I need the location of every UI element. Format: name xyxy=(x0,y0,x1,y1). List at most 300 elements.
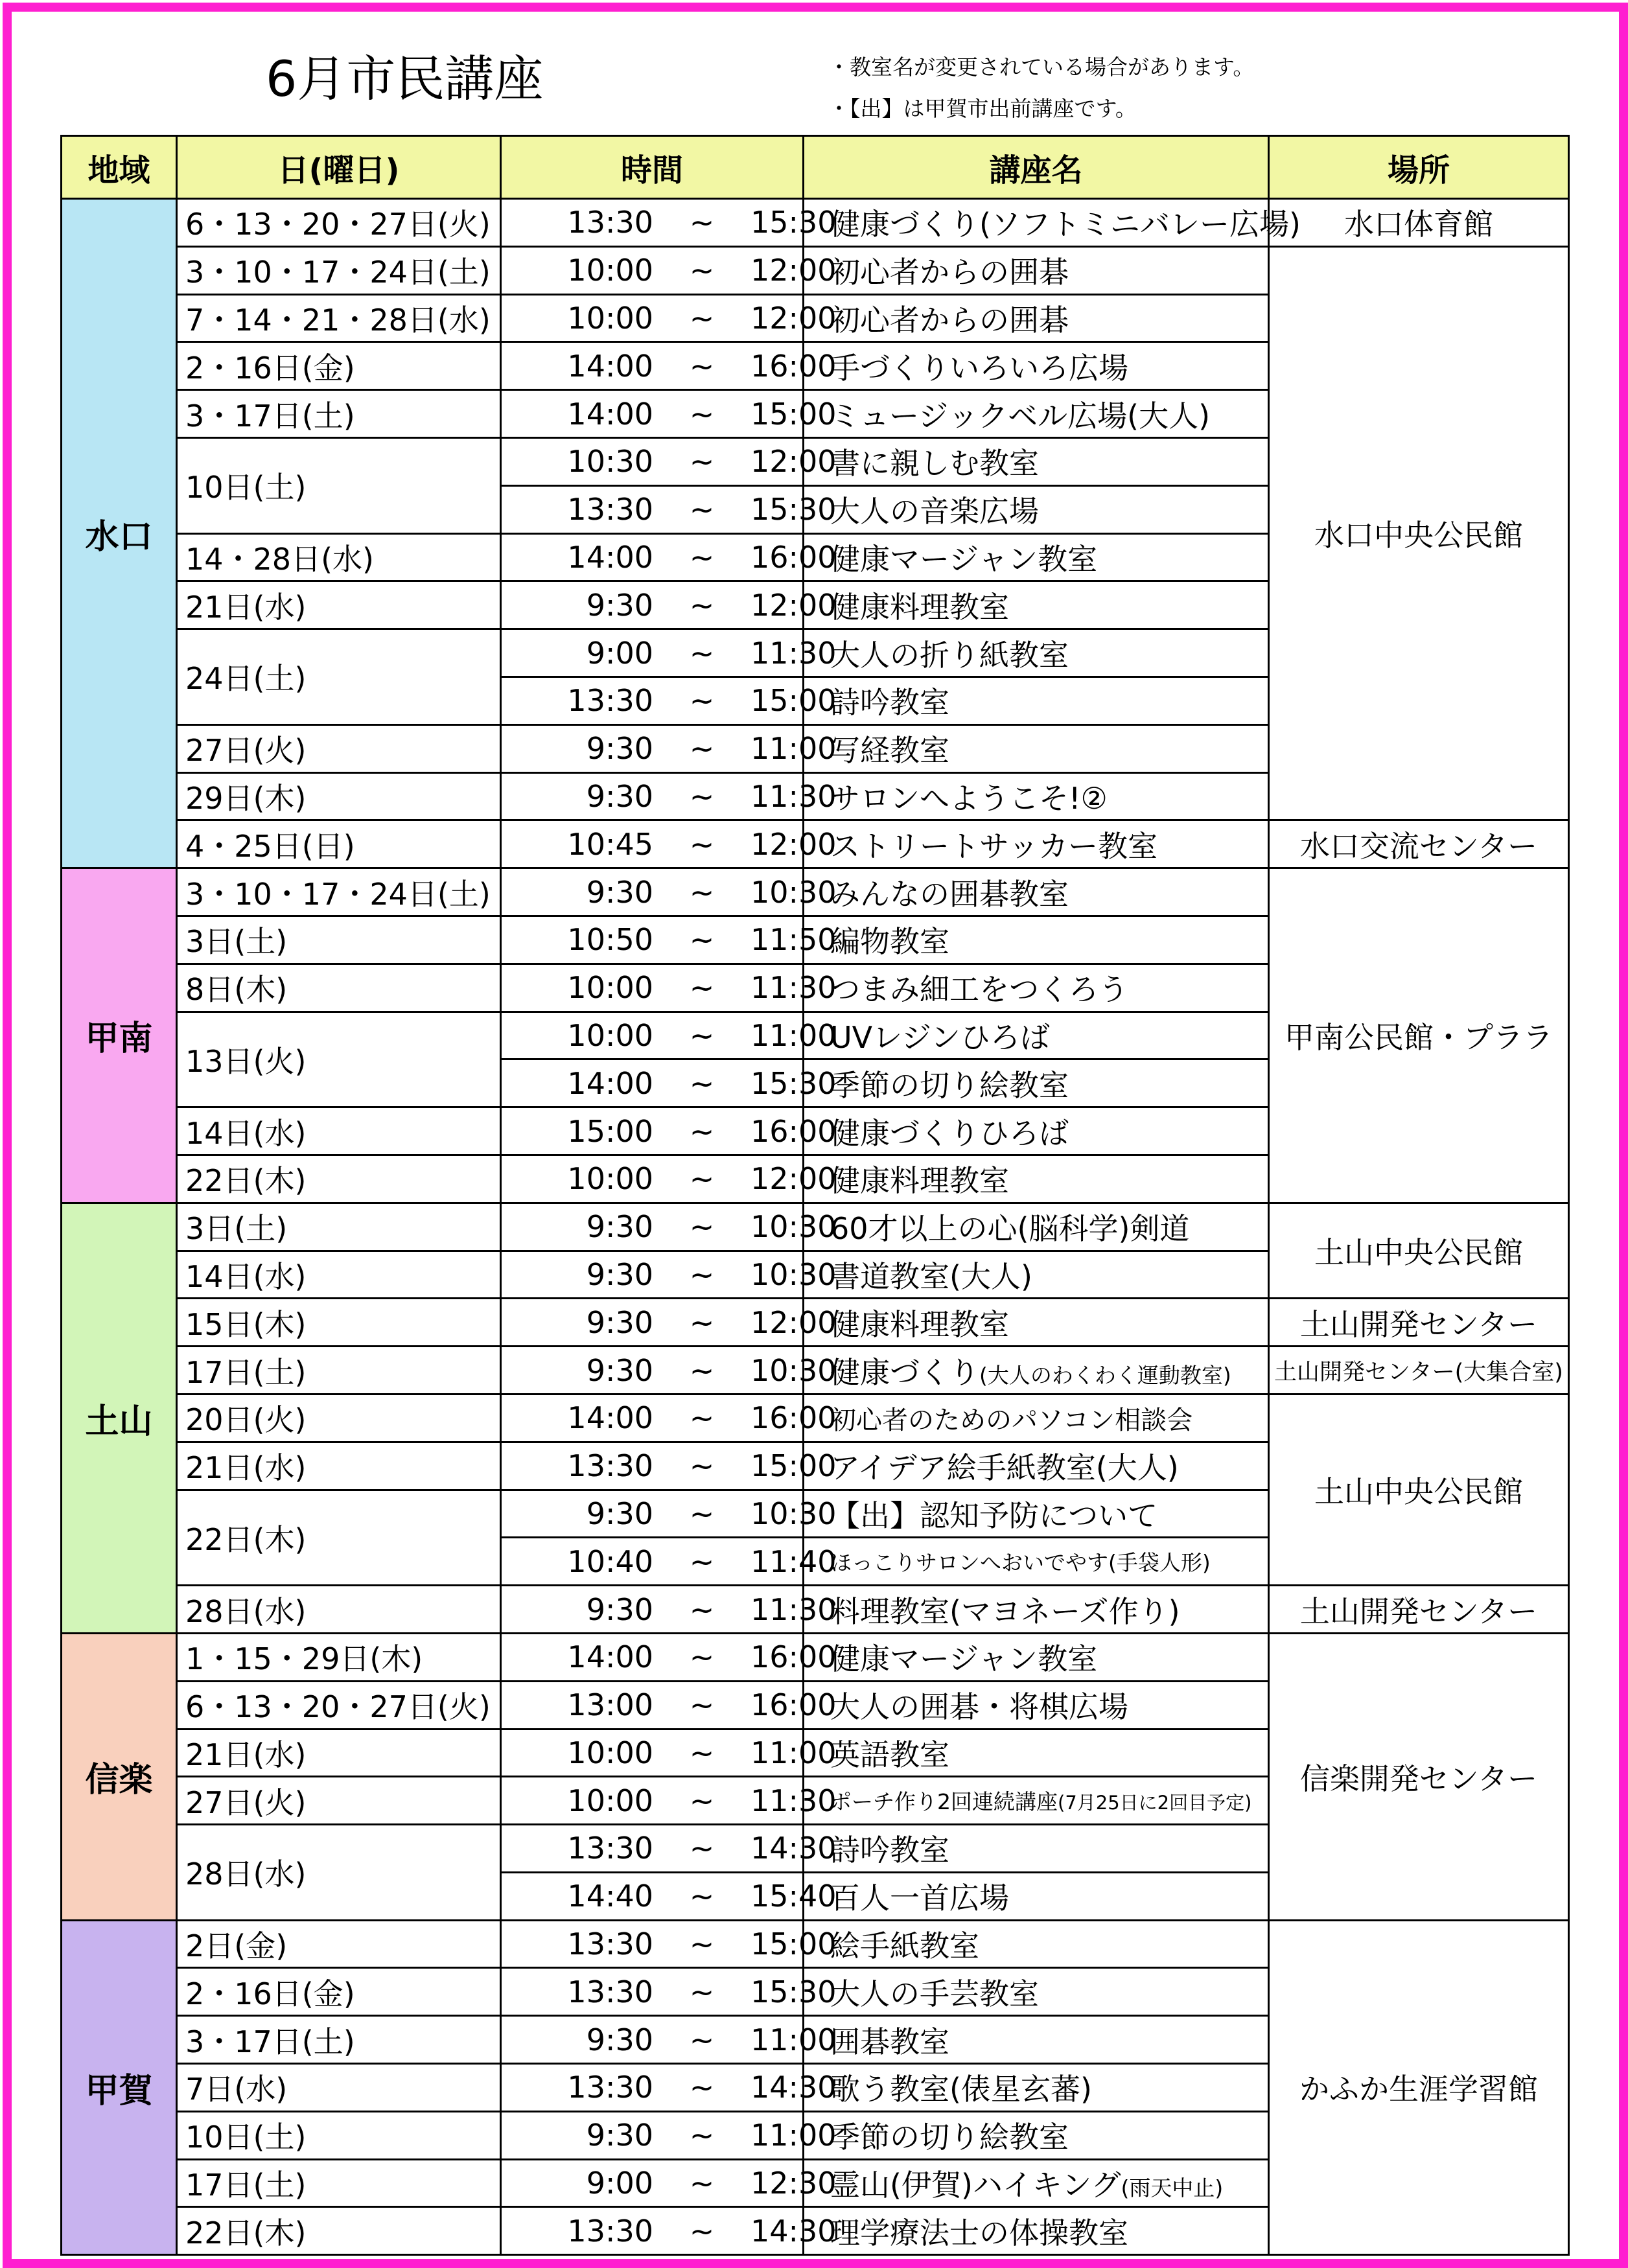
date-cell: 4・25日(日) xyxy=(177,820,501,868)
date-cell: 7・14・21・28日(水) xyxy=(177,294,501,342)
course-cell xyxy=(804,1681,1269,1729)
start-time: 10:00 xyxy=(567,300,653,336)
venue-cell: 水口交流センター xyxy=(1269,820,1569,868)
date-cell: 14・28日(水) xyxy=(177,533,501,581)
date-cell: 2・16日(金) xyxy=(177,342,501,390)
course-name: 囲碁教室 xyxy=(830,2024,949,2059)
tilde: ~ xyxy=(689,1544,715,1579)
start-time: 13:30 xyxy=(567,683,653,719)
date-cell: 29日(木) xyxy=(177,772,501,820)
start-time: 9:00 xyxy=(586,2166,653,2201)
tilde: ~ xyxy=(689,1496,715,1531)
course-name: ストリートサッカー教室 xyxy=(830,828,1158,864)
end-time: 12:00 xyxy=(750,253,837,288)
start-time: 10:45 xyxy=(567,826,653,862)
start-time: 13:30 xyxy=(567,2213,653,2249)
start-time: 9:30 xyxy=(586,1304,653,1340)
tilde: ~ xyxy=(689,396,715,432)
end-time: 11:30 xyxy=(750,1591,837,1627)
course-name: 健康づくり(ソフトミニバレー広場) xyxy=(830,207,1301,242)
course-cell xyxy=(804,437,1269,485)
header-row xyxy=(62,136,1569,199)
time-cell xyxy=(501,820,837,868)
start-time: 14:00 xyxy=(567,1400,653,1436)
region-cell: 甲賀 xyxy=(62,1920,177,2255)
course-name: 霊山(伊賀)ハイキング xyxy=(830,2168,1121,2203)
schedule-body xyxy=(62,199,1569,2255)
end-time: 10:30 xyxy=(750,1256,837,1292)
start-time: 14:00 xyxy=(567,539,653,575)
time-cell xyxy=(501,677,837,724)
table-row xyxy=(62,1347,1569,1394)
end-time: 16:00 xyxy=(750,1639,837,1675)
end-time: 11:30 xyxy=(750,635,837,671)
course-name: 健康料理教室 xyxy=(830,589,1009,625)
end-time: 15:30 xyxy=(750,1974,837,2009)
date-cell: 8日(木) xyxy=(177,964,501,1012)
start-time: 10:00 xyxy=(567,253,653,288)
course-cell xyxy=(804,2111,1269,2159)
time-cell xyxy=(501,1107,837,1155)
venue-cell: 水口体育館 xyxy=(1269,199,1569,247)
date-cell: 21日(水) xyxy=(177,1729,501,1777)
start-time: 9:00 xyxy=(586,635,653,671)
course-cell xyxy=(804,868,1269,916)
date-cell: 3日(土) xyxy=(177,1203,501,1251)
tilde: ~ xyxy=(689,1400,715,1436)
date-cell: 22日(木) xyxy=(177,1155,501,1203)
date-cell: 28日(水) xyxy=(177,1586,501,1634)
date-cell: 2日(金) xyxy=(177,1920,501,1968)
course-cell xyxy=(804,390,1269,438)
header-date: 日(曜日) xyxy=(177,136,501,199)
tilde: ~ xyxy=(689,1113,715,1149)
page-title: 6月市民講座 xyxy=(266,50,544,108)
tilde: ~ xyxy=(689,778,715,814)
tilde: ~ xyxy=(689,2166,715,2201)
time-cell xyxy=(501,294,837,342)
course-name: 初心者のためのパソコン相談会 xyxy=(830,1405,1193,1435)
tilde: ~ xyxy=(689,2070,715,2105)
tilde: ~ xyxy=(689,1639,715,1675)
tilde: ~ xyxy=(689,922,715,958)
course-cell xyxy=(804,1729,1269,1777)
tilde: ~ xyxy=(689,1448,715,1484)
course-name: 編物教室 xyxy=(830,924,949,960)
course-cell xyxy=(804,1203,1269,1251)
tilde: ~ xyxy=(689,539,715,575)
end-time: 12:00 xyxy=(750,1304,837,1340)
time-cell xyxy=(501,1968,837,2016)
course-cell xyxy=(804,2064,1269,2112)
start-time: 9:30 xyxy=(586,874,653,910)
end-time: 16:00 xyxy=(750,1113,837,1149)
date-cell: 22日(木) xyxy=(177,2207,501,2255)
start-time: 10:30 xyxy=(567,444,653,480)
date-cell: 6・13・20・27日(火) xyxy=(177,1681,501,1729)
date-cell: 3・10・17・24日(土) xyxy=(177,868,501,916)
course-cell xyxy=(804,2207,1269,2255)
course-cell xyxy=(804,1394,1269,1442)
date-cell: 27日(火) xyxy=(177,724,501,772)
end-time: 11:00 xyxy=(750,1017,837,1053)
course-cell xyxy=(804,294,1269,342)
start-time: 9:30 xyxy=(586,2118,653,2153)
note-rename: ・教室名が変更されている場合があります。 xyxy=(828,54,1255,80)
end-time: 11:30 xyxy=(750,970,837,1006)
course-name: 健康マージャン教室 xyxy=(830,1641,1098,1677)
start-time: 13:30 xyxy=(567,205,653,240)
course-name: 絵手紙教室 xyxy=(830,1928,979,1964)
date-cell: 1・15・29日(木) xyxy=(177,1633,501,1681)
time-cell xyxy=(501,916,837,964)
tilde: ~ xyxy=(689,1687,715,1723)
tilde: ~ xyxy=(689,253,715,288)
table-row xyxy=(62,199,1569,247)
course-cell xyxy=(804,724,1269,772)
start-time: 9:30 xyxy=(586,1209,653,1245)
time-cell xyxy=(501,1251,837,1299)
course-name: 健康づくり xyxy=(830,1354,979,1390)
course-name: 季節の切り絵教室 xyxy=(830,1067,1069,1103)
course-cell xyxy=(804,1442,1269,1490)
start-time: 13:30 xyxy=(567,1974,653,2009)
note-delivery: ・【出】は甲賀市出前講座です。 xyxy=(828,96,1137,121)
end-time: 11:00 xyxy=(750,731,837,767)
start-time: 13:30 xyxy=(567,1448,653,1484)
time-cell xyxy=(501,581,837,629)
table-row xyxy=(62,1299,1569,1347)
header-time: 時間 xyxy=(501,136,804,199)
course-cell xyxy=(804,581,1269,629)
end-time: 12:30 xyxy=(750,2166,837,2201)
tilde: ~ xyxy=(689,1161,715,1197)
time-cell xyxy=(501,1203,837,1251)
time-cell xyxy=(501,2016,837,2064)
course-cell xyxy=(804,1968,1269,2016)
time-cell xyxy=(501,1059,837,1107)
start-time: 14:00 xyxy=(567,1639,653,1675)
course-name: 初心者からの囲碁 xyxy=(830,255,1069,290)
tilde: ~ xyxy=(689,826,715,862)
tilde: ~ xyxy=(689,635,715,671)
end-time: 15:00 xyxy=(750,1927,837,1962)
course-cell xyxy=(804,485,1269,533)
tilde: ~ xyxy=(689,1783,715,1818)
course-name: 【出】認知予防について xyxy=(830,1498,1158,1533)
course-cell xyxy=(804,199,1301,247)
course-name: 初心者からの囲碁 xyxy=(830,302,1069,338)
start-time: 9:30 xyxy=(586,731,653,767)
course-name: 詩吟教室 xyxy=(830,1833,949,1868)
tilde: ~ xyxy=(689,1017,715,1053)
start-time: 10:00 xyxy=(567,1735,653,1770)
tilde: ~ xyxy=(689,1591,715,1627)
course-name: 料理教室(マヨネーズ作り) xyxy=(830,1593,1180,1629)
venue-cell: 土山開発センター xyxy=(1269,1586,1569,1634)
start-time: 15:00 xyxy=(567,1113,653,1149)
start-time: 9:30 xyxy=(586,1591,653,1627)
time-cell xyxy=(501,964,837,1012)
course-name: 英語教室 xyxy=(830,1737,949,1772)
tilde: ~ xyxy=(689,1256,715,1292)
course-cell xyxy=(804,1633,1269,1681)
course-name: 大人の手芸教室 xyxy=(830,1976,1039,2011)
time-cell xyxy=(501,1299,837,1347)
end-time: 15:30 xyxy=(750,205,837,240)
start-time: 9:30 xyxy=(586,1496,653,1531)
end-time: 12:00 xyxy=(750,826,837,862)
tilde: ~ xyxy=(689,348,715,384)
date-cell: 17日(土) xyxy=(177,1347,501,1394)
time-cell xyxy=(501,342,837,390)
end-time: 12:00 xyxy=(750,300,837,336)
start-time: 10:00 xyxy=(567,1161,653,1197)
start-time: 14:00 xyxy=(567,348,653,384)
tilde: ~ xyxy=(689,300,715,336)
header-course: 講座名 xyxy=(804,136,1269,199)
course-name: 健康づくりひろば xyxy=(830,1115,1069,1151)
start-time: 14:00 xyxy=(567,396,653,432)
date-cell: 3・10・17・24日(土) xyxy=(177,246,501,294)
course-name: つまみ細工をつくろう xyxy=(830,972,1128,1008)
course-cell xyxy=(804,629,1269,677)
course-cell xyxy=(804,677,1269,724)
tilde: ~ xyxy=(689,2118,715,2153)
course-cell xyxy=(804,533,1269,581)
tilde: ~ xyxy=(689,1304,715,1340)
start-time: 13:00 xyxy=(567,1687,653,1723)
course-name: アイデア絵手紙教室(大人) xyxy=(830,1450,1179,1486)
time-cell xyxy=(501,1633,837,1681)
venue-cell: 土山中央公民館 xyxy=(1269,1203,1569,1299)
date-cell: 24日(土) xyxy=(177,629,501,725)
date-cell: 17日(土) xyxy=(177,2159,501,2207)
date-cell: 10日(土) xyxy=(177,2111,501,2159)
tilde: ~ xyxy=(689,1831,715,1866)
end-time: 15:00 xyxy=(750,396,837,432)
time-cell xyxy=(501,199,837,247)
course-cell xyxy=(804,1538,1269,1586)
course-name: 写経教室 xyxy=(830,733,949,769)
date-cell: 3日(土) xyxy=(177,916,501,964)
end-time: 16:00 xyxy=(750,1687,837,1723)
end-time: 16:00 xyxy=(750,348,837,384)
end-time: 14:30 xyxy=(750,2213,837,2249)
schedule-table xyxy=(60,135,1570,2256)
venue-cell: かふか生涯学習館 xyxy=(1269,1920,1569,2255)
end-time: 11:00 xyxy=(750,2118,837,2153)
course-note: (雨天中止) xyxy=(1121,2175,1224,2201)
course-name: 歌う教室(俵星玄蕃) xyxy=(830,2072,1092,2107)
course-cell xyxy=(804,1299,1269,1347)
tilde: ~ xyxy=(689,1735,715,1770)
course-cell xyxy=(804,246,1269,294)
start-time: 14:40 xyxy=(567,1879,653,1914)
course-cell xyxy=(804,1059,1269,1107)
end-time: 12:00 xyxy=(750,444,837,480)
tilde: ~ xyxy=(689,874,715,910)
time-cell xyxy=(501,1681,837,1729)
time-cell xyxy=(501,2159,837,2207)
time-cell xyxy=(501,390,837,438)
time-cell xyxy=(501,1442,837,1490)
end-time: 10:30 xyxy=(750,1352,837,1388)
region-cell: 信楽 xyxy=(62,1633,177,1920)
tilde: ~ xyxy=(689,205,715,240)
end-time: 11:00 xyxy=(750,2022,837,2057)
tilde: ~ xyxy=(689,1065,715,1101)
time-cell xyxy=(501,533,837,581)
course-cell xyxy=(804,1107,1269,1155)
end-time: 12:00 xyxy=(750,587,837,623)
start-time: 13:30 xyxy=(567,1927,653,1962)
date-cell: 21日(水) xyxy=(177,581,501,629)
course-cell xyxy=(804,1347,1269,1394)
time-cell xyxy=(501,1155,837,1203)
course-name: 大人の折り紙教室 xyxy=(830,637,1069,673)
time-cell xyxy=(501,1872,837,1920)
course-name: UVレジンひろば xyxy=(830,1019,1050,1055)
end-time: 14:30 xyxy=(750,1831,837,1866)
time-cell xyxy=(501,1012,837,1059)
date-cell: 27日(火) xyxy=(177,1777,501,1825)
venue-cell: 土山開発センター(大集合室) xyxy=(1269,1347,1569,1394)
end-time: 10:30 xyxy=(750,1496,837,1531)
course-name: 健康料理教室 xyxy=(830,1163,1009,1199)
course-name: 大人の囲碁・将棋広場 xyxy=(830,1689,1128,1725)
end-time: 15:00 xyxy=(750,1448,837,1484)
course-name: 季節の切り絵教室 xyxy=(830,2120,1069,2155)
venue-cell: 信楽開発センター xyxy=(1269,1633,1569,1920)
time-cell xyxy=(501,1729,837,1777)
venue-cell: 水口中央公民館 xyxy=(1269,246,1569,820)
date-cell: 3・17日(土) xyxy=(177,2016,501,2064)
start-time: 9:30 xyxy=(586,1352,653,1388)
course-cell xyxy=(804,1155,1269,1203)
tilde: ~ xyxy=(689,444,715,480)
date-cell: 20日(火) xyxy=(177,1394,501,1442)
venue-cell: 土山中央公民館 xyxy=(1269,1394,1569,1585)
date-cell: 22日(木) xyxy=(177,1490,501,1586)
course-name: 健康マージャン教室 xyxy=(830,541,1098,577)
table-row xyxy=(62,1633,1569,1681)
course-cell xyxy=(804,916,1269,964)
course-name: 60才以上の心(脳科学)剣道 xyxy=(830,1211,1190,1247)
region-cell: 土山 xyxy=(62,1203,177,1633)
end-time: 12:00 xyxy=(750,1161,837,1197)
tilde: ~ xyxy=(689,1879,715,1914)
time-cell xyxy=(501,2111,837,2159)
time-cell xyxy=(501,1538,837,1586)
end-time: 15:30 xyxy=(750,1065,837,1101)
start-time: 13:30 xyxy=(567,2070,653,2105)
course-cell xyxy=(804,772,1269,820)
course-note: (7月25日に2回目予定) xyxy=(1058,1792,1252,1814)
end-time: 14:30 xyxy=(750,2070,837,2105)
end-time: 11:40 xyxy=(750,1544,837,1579)
course-cell xyxy=(804,1012,1269,1059)
table-row xyxy=(62,1394,1569,1442)
time-cell xyxy=(501,724,837,772)
start-time: 13:30 xyxy=(567,492,653,527)
date-cell: 14日(水) xyxy=(177,1251,501,1299)
start-time: 10:40 xyxy=(567,1544,653,1579)
tilde: ~ xyxy=(689,1927,715,1962)
course-name: サロンへようこそ!② xyxy=(830,780,1108,816)
course-cell xyxy=(804,2016,1269,2064)
end-time: 11:30 xyxy=(750,1783,837,1818)
tilde: ~ xyxy=(689,2213,715,2249)
course-name: 百人一首広場 xyxy=(830,1880,1009,1916)
start-time: 10:50 xyxy=(567,922,653,958)
time-cell xyxy=(501,1920,837,1968)
time-cell xyxy=(501,629,837,677)
start-time: 9:30 xyxy=(586,2022,653,2057)
end-time: 11:30 xyxy=(750,778,837,814)
course-cell xyxy=(804,1586,1269,1634)
date-cell: 6・13・20・27日(火) xyxy=(177,199,501,247)
course-name: 手づくりいろいろ広場 xyxy=(830,350,1128,386)
time-cell xyxy=(501,485,837,533)
course-name: ほっこりサロンへおいでやす xyxy=(830,1550,1108,1576)
date-cell: 13日(火) xyxy=(177,1012,501,1107)
tilde: ~ xyxy=(689,731,715,767)
date-cell: 3・17日(土) xyxy=(177,390,501,438)
course-name: ミュージックベル広場(大人) xyxy=(830,398,1211,434)
start-time: 9:30 xyxy=(586,1256,653,1292)
tilde: ~ xyxy=(689,970,715,1006)
end-time: 16:00 xyxy=(750,539,837,575)
time-cell xyxy=(501,246,837,294)
time-cell xyxy=(501,1394,837,1442)
start-time: 10:00 xyxy=(567,1017,653,1053)
time-cell xyxy=(501,2207,837,2255)
tilde: ~ xyxy=(689,587,715,623)
course-name: 大人の音楽広場 xyxy=(830,494,1039,529)
start-time: 9:30 xyxy=(586,587,653,623)
course-cell xyxy=(804,964,1269,1012)
table-row xyxy=(62,1920,1569,1968)
time-cell xyxy=(501,437,837,485)
course-name: みんなの囲碁教室 xyxy=(830,876,1069,912)
course-name: 書道教室(大人) xyxy=(830,1258,1032,1294)
date-cell: 10日(土) xyxy=(177,437,501,533)
table-row xyxy=(62,246,1569,294)
start-time: 10:00 xyxy=(567,970,653,1006)
start-time: 10:00 xyxy=(567,1783,653,1818)
date-cell: 7日(水) xyxy=(177,2064,501,2112)
time-cell xyxy=(501,1490,837,1538)
end-time: 11:50 xyxy=(750,922,837,958)
course-cell xyxy=(804,2159,1269,2207)
time-cell xyxy=(501,1825,837,1873)
header-venue: 場所 xyxy=(1269,136,1569,199)
time-cell xyxy=(501,1586,837,1634)
date-cell: 2・16日(金) xyxy=(177,1968,501,2016)
course-cell xyxy=(804,820,1269,868)
time-cell xyxy=(501,1347,837,1394)
region-cell: 甲南 xyxy=(62,868,177,1203)
tilde: ~ xyxy=(689,683,715,719)
date-cell: 15日(木) xyxy=(177,1299,501,1347)
tilde: ~ xyxy=(689,2022,715,2057)
end-time: 10:30 xyxy=(750,1209,837,1245)
time-cell xyxy=(501,772,837,820)
date-cell: 14日(水) xyxy=(177,1107,501,1155)
course-note: (手袋人形) xyxy=(1108,1550,1211,1576)
venue-cell: 土山開発センター xyxy=(1269,1299,1569,1347)
